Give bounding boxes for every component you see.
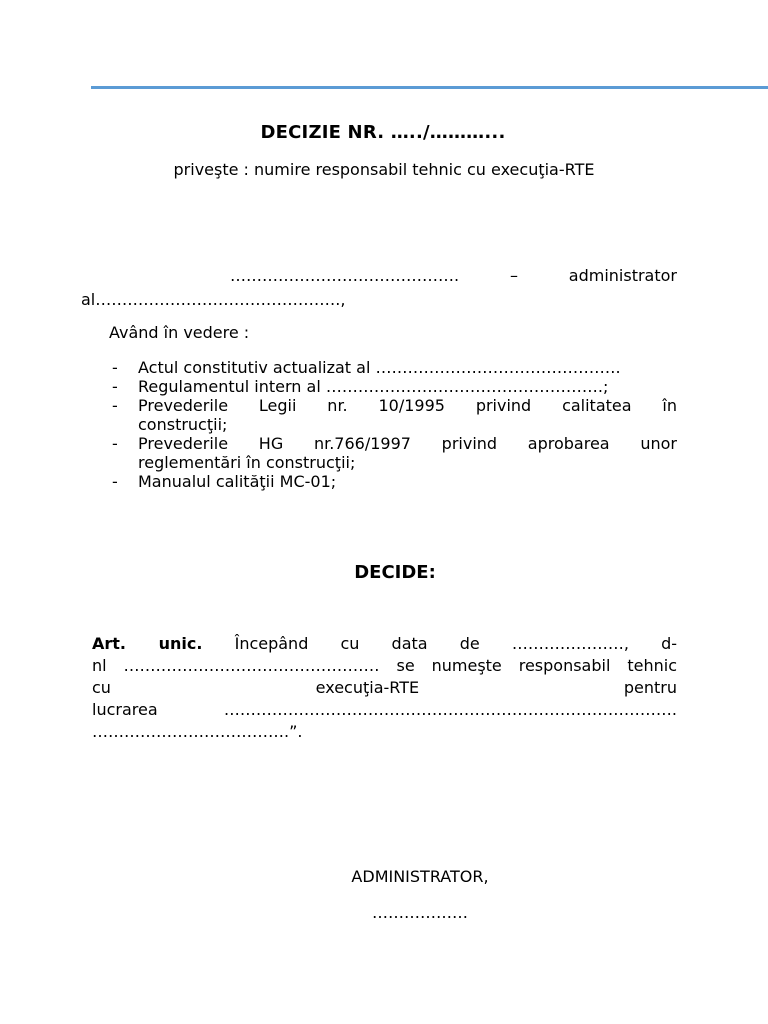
intro-role: administrator: [568, 266, 677, 285]
considering-heading: Având în vedere :: [109, 323, 250, 342]
document-subject: priveşte : numire responsabil tehnic cu execuţia-RTE: [173, 160, 595, 179]
list-dash: -: [112, 472, 118, 491]
list-dash: -: [112, 358, 118, 377]
list-item: - Manualul calităţii MC-01;: [112, 472, 337, 491]
list-item: - Regulamentul intern al …………………………………………….;: [112, 377, 609, 396]
article-label: Art. unic.: [92, 634, 203, 653]
document-title: DECIZIE NR. …../………...: [260, 122, 506, 143]
list-item: - Prevederile Legii nr. 10/1995 privind calitatea în construcţii;: [112, 396, 677, 434]
list-item: - Prevederile HG nr.766/1997 privind aprobarea unor reglementări în construcţii;: [112, 434, 677, 472]
article-line-3: cu execuţia-RTE pentru: [92, 678, 677, 697]
article-line-2: nl ………………………………………… se numeşte responsabil tehnic: [92, 656, 677, 675]
list-item: - Actul constitutiv actualizat al ……………………………………….: [112, 358, 621, 377]
article-line-5: ……………………………….”.: [92, 722, 303, 741]
considering-list: [112, 358, 677, 491]
signature-name: ………………: [372, 903, 468, 922]
article-line-4: lucrarea ………………………………………………………………………….: [92, 700, 677, 719]
intro-dash: –: [509, 266, 518, 285]
signature-role: ADMINISTRATOR,: [351, 867, 489, 886]
article-line-1: Art. unic. Începând cu data de …………………, d-: [92, 634, 677, 653]
list-dash: -: [112, 434, 118, 453]
intro-name-placeholder: …………………………………….: [230, 266, 460, 285]
header-rule: [91, 86, 768, 89]
article-block: [92, 633, 677, 743]
list-dash: -: [112, 396, 118, 415]
intro-line-2: al……………………………………….,: [81, 290, 346, 309]
decide-heading: DECIDE:: [354, 562, 436, 583]
list-dash: -: [112, 377, 118, 396]
intro-line-1: [230, 266, 677, 285]
